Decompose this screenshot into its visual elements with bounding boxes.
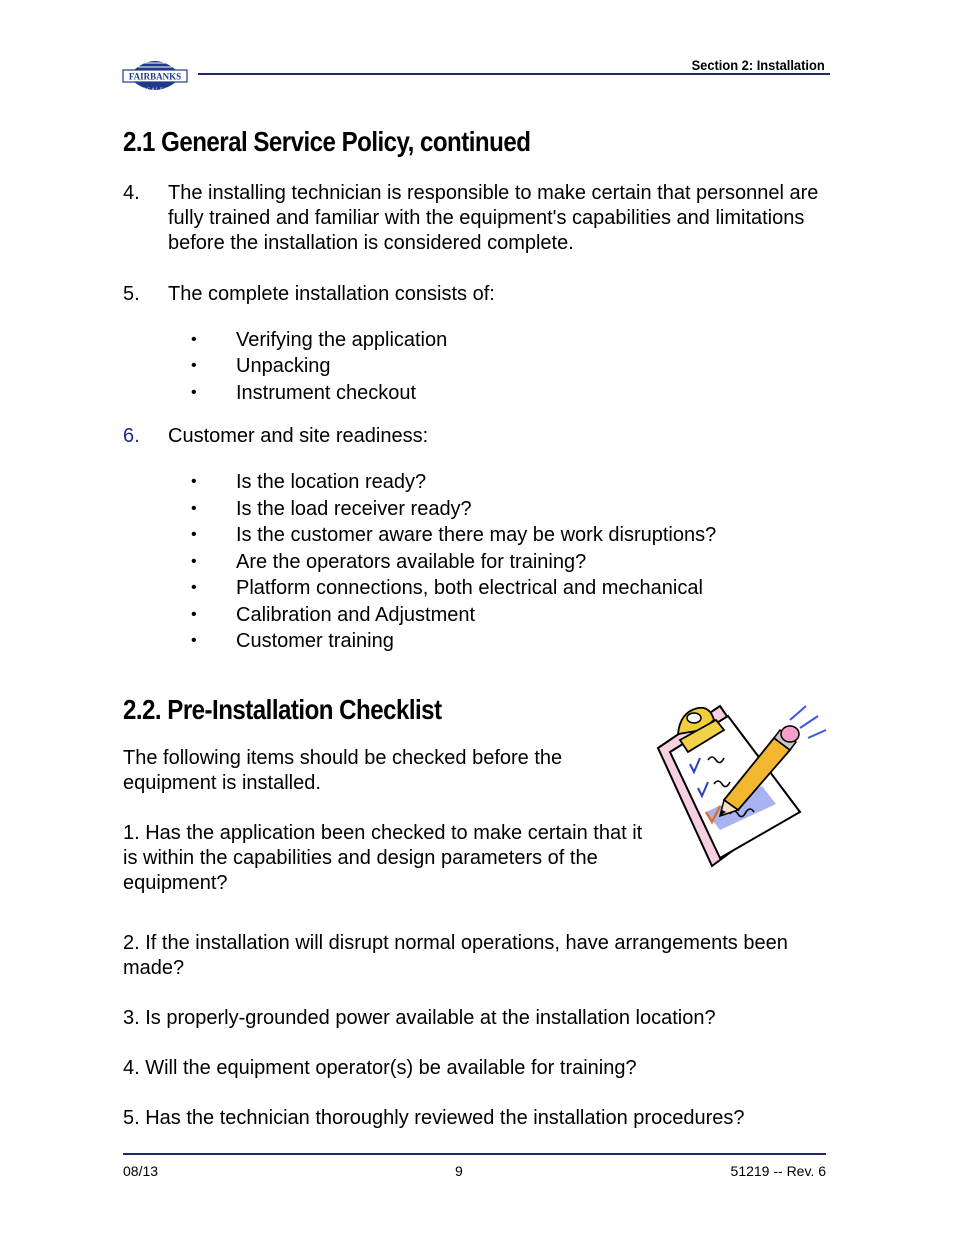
checklist-question: 3. Is properly-grounded power available at the installation location?: [123, 1007, 716, 1029]
logo-subtext: S C A L E S: [142, 88, 168, 93]
header-rule: [198, 73, 830, 75]
bullet-item: Calibration and Adjustment: [236, 604, 476, 626]
item-text: The complete installation consists of:: [168, 283, 495, 305]
bullet-item: Verifying the application: [236, 329, 448, 351]
clipboard-checklist-pencil-icon: [650, 700, 830, 872]
bullet-dot: •: [191, 526, 197, 543]
bullet-dot: •: [191, 579, 197, 596]
bullet-item: Platform connections, both electrical and mechanical: [236, 577, 703, 599]
checklist-question: 4. Will the equipment operator(s) be available for training?: [123, 1057, 637, 1079]
checklist-question: 5. Has the technician thoroughly reviewed the installation procedures?: [123, 1107, 745, 1129]
bullet-dot: •: [191, 553, 197, 570]
logo-text: FAIRBANKS: [128, 71, 182, 82]
section-label: Section 2: Installation: [691, 57, 825, 73]
bullet-dot: •: [191, 632, 197, 649]
bullet-item: Are the operators available for training?: [236, 551, 587, 573]
footer-rule: [123, 1153, 826, 1155]
fairbanks-logo: [122, 54, 188, 98]
footer-document-id: 51219 -- Rev. 6: [730, 1163, 826, 1179]
bullet-item: Is the customer aware there may be work disruptions?: [236, 524, 717, 546]
item-number: 5.: [123, 283, 140, 305]
item-number: 6.: [123, 425, 140, 447]
bullet-item: Unpacking: [236, 355, 331, 377]
section-heading-general-service-policy: 2.1 General Service Policy, continued: [123, 126, 531, 157]
footer-date: 08/13: [123, 1163, 159, 1179]
bullet-item: Is the load receiver ready?: [236, 498, 472, 520]
item-text: The installing technician is responsible to make certain that personnel are fully trained and familiar with the equipment's capabilities and limitations before the installation is considered complete.: [168, 182, 819, 254]
bullet-dot: •: [191, 384, 197, 401]
bullet-item: Customer training: [236, 630, 394, 652]
bullet-item: Instrument checkout: [236, 382, 417, 404]
section-heading-pre-installation-checklist: 2.2. Pre-Installation Checklist: [123, 694, 442, 725]
bullet-dot: •: [191, 606, 197, 623]
item-number: 4.: [123, 182, 140, 204]
bullet-dot: •: [191, 500, 197, 517]
checklist-intro: The following items should be checked before the equipment is installed.: [123, 747, 563, 794]
bullet-item: Is the location ready?: [236, 471, 427, 493]
item-text: Customer and site readiness:: [168, 425, 429, 447]
footer-page-number: 9: [455, 1163, 463, 1179]
bullet-dot: •: [191, 357, 197, 374]
checklist-question: 2. If the installation will disrupt normal operations, have arrangements been made?: [123, 932, 788, 979]
bullet-dot: •: [191, 331, 197, 348]
checklist-question: 1. Has the application been checked to make certain that it is within the capabilities and design parameters of the equipment?: [123, 822, 643, 894]
bullet-dot: •: [191, 473, 197, 490]
